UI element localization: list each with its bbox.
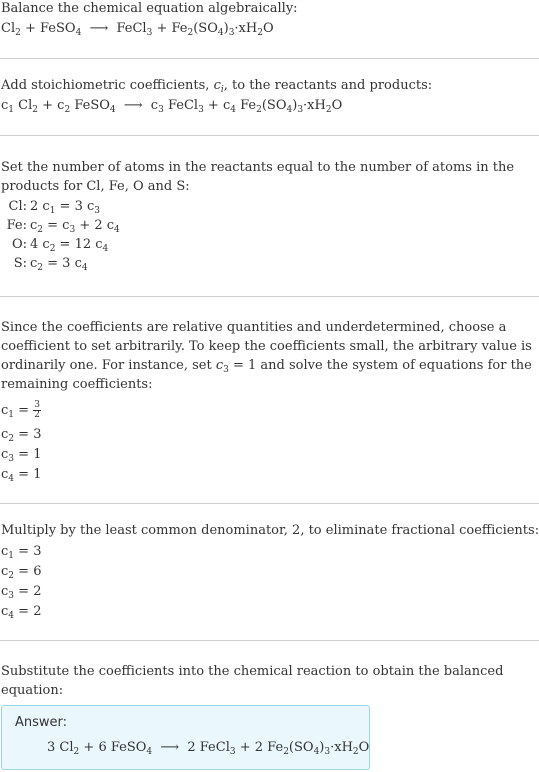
step6-line2: equation: (1, 683, 64, 698)
answer-label: Answer: (15, 715, 68, 730)
divider (0, 135, 539, 136)
divider (0, 58, 539, 59)
c3-final: $c_3 = 2$ (1, 584, 42, 601)
step4-line2: coefficient to set arbitrarily. To keep the coefficients small, the arbitrary value is (1, 339, 532, 354)
answer-box (1, 705, 370, 770)
step4-line3: ordinarily one. For instance, set $c_3 = 1$ and solve the system of equations for the (1, 358, 532, 375)
divider (0, 640, 539, 641)
step6-line1: Substitute the coefficients into the chemical reaction to obtain the balanced (1, 664, 504, 679)
step4-line4: remaining coefficients: (1, 377, 153, 392)
c1-final: $c_1 = 3$ (1, 544, 42, 561)
atom-balance-table (1, 197, 120, 273)
table-row: O: 4 $c_2 = 12$ $c_4$ (11, 237, 109, 254)
table-row: Cl: 2 $c_1 = 3$ $c_3$ (8, 199, 100, 216)
divider (0, 503, 539, 504)
step3-title-line2: products for Cl, Fe, O and S: (1, 179, 190, 194)
c3-value: $c_3 = 1$ (1, 447, 42, 464)
divider (0, 296, 539, 297)
c2-value: $c_2 = 3$ (1, 427, 42, 444)
step1-title: Balance the chemical equation algebraically: (1, 1, 298, 16)
table-row: S: $c_2 = 3$ $c_4$ (13, 256, 88, 273)
step3-title-line1: Set the number of atoms in the reactants equal to the number of atoms in the (1, 160, 515, 175)
balanced-equation: 3 $Cl_2 + 6$ FeSO$_4$ ⟶ 2 FeCl$_3$ + 2 $Fe_2(SO_4)_3\cdot xH_2O$ (47, 740, 370, 757)
table-row: Fe: $c_2 = c_3 + 2$ $c_4$ (6, 218, 120, 235)
c1-value: $c_1$ = $\frac{3}{2}$ (1, 400, 40, 420)
step4-line1: Since the coefficients are relative quantities and underdetermined, choose a (1, 320, 507, 335)
equation-with-coefficients: $c_1$ $Cl_2 + c_2$ FeSO$_4$ ⟶ $c_3$ FeCl$_3$ + $c_4$ $Fe_2(SO_4)_3\cdot xH_2O$ (1, 98, 343, 115)
step2-title: Add stoichiometric coefficients, $c_i$, to the reactants and products: (1, 78, 433, 95)
unbalanced-equation: $Cl_2$ + FeSO$_4$ ⟶ FeCl$_3$ + $Fe_2(SO_4)_3\cdot xH_2O$ (1, 21, 274, 38)
c2-final: $c_2 = 6$ (1, 564, 42, 581)
c4-final: $c_4 = 2$ (1, 604, 42, 621)
c4-value: $c_4 = 1$ (1, 467, 42, 484)
step5-title: Multiply by the least common denominator, 2, to eliminate fractional coefficients: (1, 523, 539, 538)
